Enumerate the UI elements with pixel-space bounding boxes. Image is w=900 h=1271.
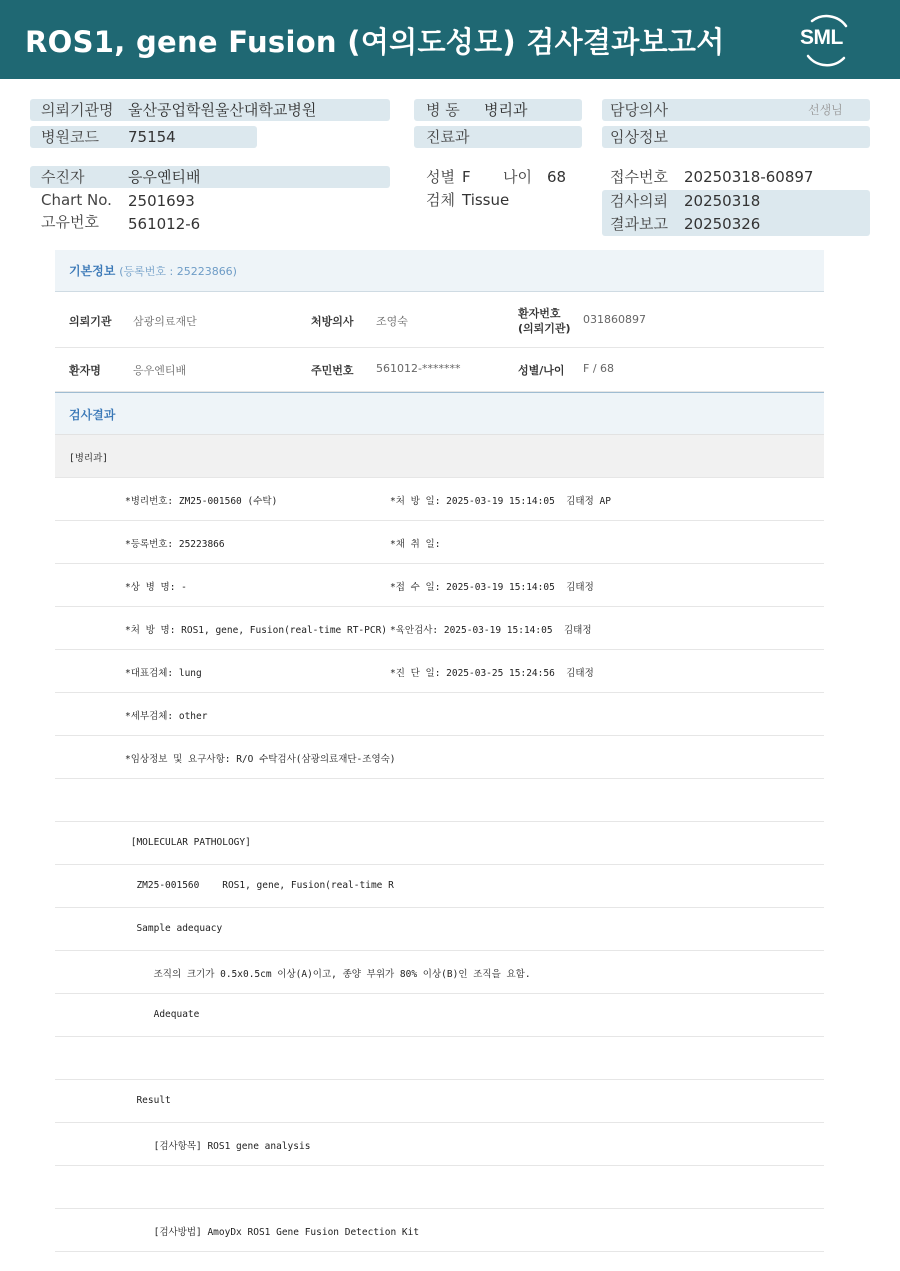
result-line-left: Sample adequacy	[125, 923, 223, 934]
age-label: 나이	[503, 168, 532, 186]
report-date-value: 20250326	[684, 215, 761, 233]
clinical-info-label: 임상정보	[610, 128, 668, 146]
result-line	[55, 865, 824, 908]
result-line	[55, 650, 824, 693]
result-line-right: *육안검사: 2025-03-19 15:14:05 김태정	[390, 625, 592, 636]
result-line-left: [검사방법] AmoyDx ROS1 Gene Fusion Detection Kit	[125, 1227, 420, 1238]
result-line-left: *등록번호: 25223866	[125, 539, 225, 550]
result-line	[55, 1037, 824, 1080]
logo-text: SML	[800, 26, 843, 49]
result-line	[55, 1123, 824, 1166]
result-line	[55, 1209, 824, 1252]
age-value: 68	[547, 168, 567, 186]
result-line-left: *상 병 명: -	[125, 582, 187, 593]
result-line-right: *처 방 일: 2025-03-19 15:14:05 김태정 AP	[390, 496, 611, 507]
sex-label: 성별	[426, 168, 455, 186]
unique-no-label: 고유번호	[41, 213, 99, 231]
accession-label: 접수번호	[610, 168, 668, 186]
department-tag: [병리과]	[69, 453, 108, 464]
hospital-code-label: 병원코드	[41, 128, 99, 146]
result-line	[55, 1166, 824, 1209]
accession-value: 20250318-60897	[684, 168, 814, 186]
info-key: 환자명	[69, 364, 101, 377]
result-line	[55, 478, 824, 521]
department-row	[55, 435, 824, 478]
basic-info-row	[55, 348, 824, 392]
result-line	[55, 1080, 824, 1123]
specimen-label: 검체	[426, 191, 455, 209]
result-line	[55, 521, 824, 564]
info-value: 응우엔티배	[133, 364, 187, 377]
ward-label: 병 동	[426, 101, 460, 119]
result-line	[55, 908, 824, 951]
sml-logo-icon	[796, 12, 856, 68]
info-key: 의뢰기관	[69, 315, 112, 328]
specimen-value: Tissue	[462, 191, 510, 209]
unique-no-value: 561012-6	[128, 215, 201, 233]
info-value: 조영숙	[376, 315, 408, 328]
report-body	[55, 250, 824, 1252]
patient-value: 응우옌티배	[128, 168, 201, 186]
report-date-label: 결과보고	[610, 215, 668, 233]
info-key-sub: (의뢰기관)	[518, 322, 571, 335]
result-line-left: 조직의 크기가 0.5x0.5cm 이상(A)이고, 종양 부위가 80% 이상(B)인 조직을 요함.	[125, 969, 531, 980]
info-value: F / 68	[583, 362, 615, 375]
result-line-left: *세부검체: other	[125, 711, 208, 722]
request-date-value: 20250318	[684, 192, 761, 210]
result-lines	[55, 478, 824, 1252]
result-line-left: ZM25-001560 ROS1, gene, Fusion(real-time R	[125, 880, 394, 891]
result-line-left: *처 방 명: ROS1, gene, Fusion(real-time RT-PCR)	[125, 625, 388, 636]
result-line	[55, 951, 824, 994]
report-title: ROS1, gene Fusion (여의도성모) 검사결과보고서	[25, 25, 725, 59]
info-key: 처방의사	[311, 315, 354, 328]
chart-no-value: 2501693	[128, 192, 195, 210]
info-value: 031860897	[583, 313, 646, 326]
result-line	[55, 736, 824, 779]
info-key: 주민번호	[311, 364, 354, 377]
sex-value: F	[462, 168, 471, 186]
result-line	[55, 607, 824, 650]
result-line-left: Result	[125, 1095, 171, 1106]
result-line-left: *임상정보 및 요구사항: R/O 수탁검사(삼광의료재단-조영숙)	[125, 754, 396, 765]
result-line-left: [MOLECULAR PATHOLOGY]	[125, 837, 251, 848]
result-line	[55, 822, 824, 865]
result-line-left: *대표검체: lung	[125, 668, 202, 679]
physician-suffix: 선생님	[808, 103, 843, 117]
info-key: 환자번호	[518, 307, 561, 320]
patient-label: 수진자	[41, 168, 85, 186]
institution-label: 의뢰기관명	[41, 101, 114, 119]
result-line-left: [검사항목] ROS1 gene analysis	[125, 1141, 311, 1152]
request-date-label: 검사의뢰	[610, 192, 668, 210]
result-line-right: *채 취 일:	[390, 539, 441, 550]
result-line-left: Adequate	[125, 1009, 200, 1020]
result-line	[55, 693, 824, 736]
info-key: 성별/나이	[518, 364, 565, 377]
result-line	[55, 994, 824, 1037]
department-label: 진료과	[426, 128, 470, 146]
result-line	[55, 564, 824, 607]
report-header	[0, 0, 900, 79]
result-line-right: *진 단 일: 2025-03-25 15:24:56 김태정	[390, 668, 594, 679]
physician-label: 담당의사	[610, 101, 668, 119]
hospital-code-value: 75154	[128, 128, 176, 146]
institution-value: 울산공업학원울산대학교병원	[128, 101, 317, 119]
result-line-left: *병리번호: ZM25-001560 (수탁)	[125, 496, 278, 507]
results-header: 검사결과	[55, 392, 824, 435]
chart-no-label: Chart No.	[41, 191, 112, 209]
result-line-right: *접 수 일: 2025-03-19 15:14:05 김태정	[390, 582, 594, 593]
registration-number: (등록번호 : 25223866)	[119, 265, 237, 278]
info-value: 561012-*******	[376, 362, 461, 375]
info-value: 삼광의료재단	[133, 315, 197, 328]
basic-info-title: 기본정보	[69, 264, 116, 278]
ward-value: 병리과	[484, 101, 528, 119]
result-line	[55, 779, 824, 822]
basic-info-row	[55, 292, 824, 348]
basic-info-header	[55, 250, 824, 292]
